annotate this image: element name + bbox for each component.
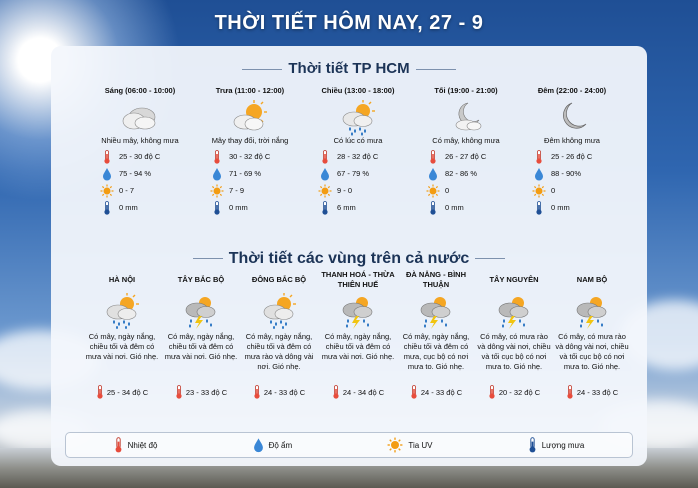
region-temperature: 25 - 34 độ C [83,384,161,400]
thermometer-icon [114,437,123,453]
rain-gauge-icon [531,201,547,215]
temperature-stat: 28 - 32 độ C [303,148,413,165]
region-name: ĐÀ NẴNG - BÌNH THUẬN [406,270,466,289]
humidity-stat: 88 - 90% [517,165,627,182]
storm-icon [162,290,240,332]
storm-icon [319,290,397,332]
region-tay-nguyen [475,270,553,400]
thermometer-icon [332,385,340,399]
region-nam-bo [553,270,631,400]
region-name: TÂY NGUYÊN [489,275,539,284]
thermometer-icon [253,385,261,399]
region-name: ĐÔNG BẮC BỘ [251,275,307,284]
temperature-stat: 25 - 30 độ C [85,148,195,165]
thermometer-icon [317,150,333,164]
rain-gauge-icon [528,437,537,453]
thermometer-icon [209,150,225,164]
region-description: Có mây, có mưa rào và dông vài nơi, chiều và tối cục bộ có nơi mưa to. Gió nhẹ. [555,332,629,371]
region-ha-noi [83,270,161,400]
region-name: HÀ NỘI [108,275,136,284]
storm-icon [397,290,475,332]
uv-stat: 9 - 0 [303,182,413,199]
region-temperature: 24 - 33 độ C [397,384,475,400]
period-label: Đêm (22:00 - 24:00) [537,86,607,95]
temperature-stat: 26 - 27 độ C [411,148,521,165]
region-temperature: 24 - 34 độ C [319,384,397,400]
uv-stat: 0 [517,182,627,199]
sun-uv-icon [317,184,333,198]
rain-stat: 0 mm [411,199,521,216]
droplet-icon [425,167,441,181]
rain-stat: 0 mm [195,199,305,216]
legend [65,432,633,458]
moon-icon [517,98,627,136]
region-temperature: 24 - 33 độ C [553,384,631,400]
period-description: Đêm không mưa [544,136,600,145]
thermometer-icon [531,150,547,164]
region-da-nang-binh-thuan [397,270,475,400]
hcm-period-evening [411,86,521,216]
humidity-stat: 67 - 79 % [303,165,413,182]
period-label: Trưa (11:00 - 12:00) [215,86,285,95]
thermometer-icon [488,385,496,399]
region-temperature: 20 - 32 độ C [475,384,553,400]
legend-temperature: Nhiệt độ [114,437,158,453]
region-dong-bac-bo [240,270,318,400]
weather-panel [51,46,647,466]
sun-rain-icon [83,290,161,332]
region-temperature: 24 - 33 độ C [240,384,318,400]
thermometer-icon [410,385,418,399]
uv-stat: 0 - 7 [85,182,195,199]
storm-icon [553,290,631,332]
period-description: Có lúc có mưa [333,136,383,145]
period-label: Sáng (06:00 - 10:00) [104,86,176,95]
droplet-icon [209,167,225,181]
rain-gauge-icon [317,201,333,215]
droplet-icon [253,437,264,453]
cloudy-icon [85,98,195,136]
thermometer-icon [425,150,441,164]
temperature-stat: 25 - 26 độ C [517,148,627,165]
thermometer-icon [175,385,183,399]
region-thanh-hoa-hue [319,270,397,400]
hcm-period-noon [195,86,305,216]
period-label: Chiều (13:00 - 18:00) [321,86,395,95]
period-description: Nhiều mây, không mưa [101,136,179,145]
sun-uv-icon [209,184,225,198]
droplet-icon [531,167,547,181]
sun-rain-icon [240,290,318,332]
legend-uv: Tia UV [387,437,432,453]
thermometer-icon [99,150,115,164]
region-tay-bac-bo [162,270,240,400]
region-description: Có mây, có mưa rào và dông vài nơi, chiều và tối cục bộ có nơi mưa to. Gió nhẹ. [477,332,551,371]
rain-stat: 0 mm [85,199,195,216]
droplet-icon [99,167,115,181]
hcm-period-night [517,86,627,216]
region-description: Có mây, ngày nắng, chiều tối và đêm có mưa, cục bộ có nơi mưa to. Gió nhẹ. [402,332,470,371]
region-description: Có mây, ngày nắng, chiều tối và đêm có mưa vài nơi. Gió nhẹ. [164,332,238,361]
region-description: Có mây, ngày nắng, chiều tối và đêm có mưa rào và dông vài nơi. Gió nhẹ. [244,332,314,371]
partly-sunny-icon [195,98,305,136]
humidity-stat: 75 - 94 % [85,165,195,182]
period-label: Tối (19:00 - 21:00) [434,86,498,95]
rain-stat: 0 mm [517,199,627,216]
region-name: TÂY BẮC BỘ [177,275,225,284]
region-description: Có mây, ngày nắng, chiều tối và đêm có mưa vài nơi. Gió nhẹ. [321,332,395,361]
sun-uv-icon [531,184,547,198]
legend-humidity: Độ ẩm [253,437,293,453]
thermometer-icon [96,385,104,399]
sun-uv-icon [99,184,115,198]
regions-section-title: Thời tiết các vùng trên cả nước [51,250,647,268]
region-name: NAM BỘ [576,275,608,284]
period-description: Mây thay đổi, trời nắng [211,136,289,145]
page-title: THỜI TIẾT HÔM NAY, 27 - 9 [214,12,484,34]
uv-stat: 0 [411,182,521,199]
period-description: Có mây, không mưa [432,136,500,145]
droplet-icon [317,167,333,181]
rain-gauge-icon [425,201,441,215]
legend-rain: Lượng mưa [528,437,585,453]
sun-uv-icon [387,437,403,453]
rain-stat: 6 mm [303,199,413,216]
humidity-stat: 82 - 86 % [411,165,521,182]
temperature-stat: 30 - 32 độ C [195,148,305,165]
hcm-section-title: Thời tiết TP HCM [51,60,647,77]
region-temperature: 23 - 33 độ C [162,384,240,400]
region-name: THANH HOÁ - THỪA THIÊN HUẾ [321,270,395,289]
rain-gauge-icon [209,201,225,215]
thermometer-icon [566,385,574,399]
humidity-stat: 71 - 69 % [195,165,305,182]
rain-gauge-icon [99,201,115,215]
moon-cloud-icon [411,98,521,136]
region-description: Có mây, ngày nắng, chiều tối và đêm có mưa vài nơi. Gió nhẹ. [85,332,159,361]
sun-uv-icon [425,184,441,198]
sun-rain-icon [303,98,413,136]
uv-stat: 7 - 9 [195,182,305,199]
storm-icon [475,290,553,332]
hcm-period-morning [85,86,195,216]
hcm-period-afternoon [303,86,413,216]
